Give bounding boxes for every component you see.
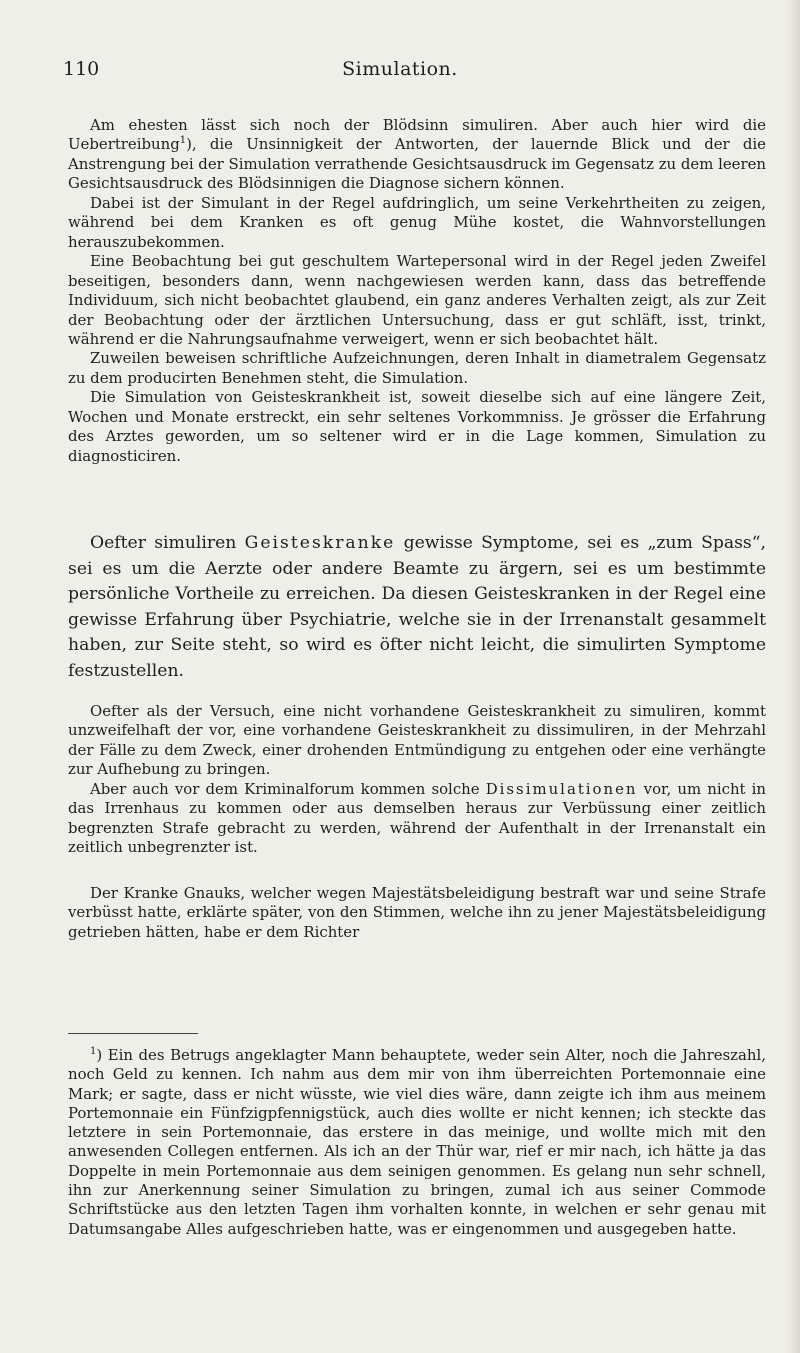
paragraph: Oefter als der Versuch, eine nicht vorhandene Geisteskrankheit zu simuliren, kommt unzweifelhaft der vor, eine vorhandene Geisteskrankheit zu dissimuliren, in der Mehrzahl der Fälle zu dem Zweck, einer drohenden Entmündigung zu entgehen oder eine verhängte zur Aufhebung zu bringen. [68, 702, 766, 779]
footnote-reference: 1 [179, 135, 187, 147]
page-header [0, 58, 800, 82]
footnote-paragraph: $^1$) Ein des Betrugs angeklagter Mann behauptete, weder sein Alter, noch die Jahreszahl, noch Geld zu kennen. Ich nahm aus dem mir von ihm überreichten Portemonnaie eine Mark; er sagte, dass er nicht wüsste, wie viel dies wäre, dann zeigte ich ihm aus meinem Portemonnaie ein Fünfzigpfennigstück, auch dies wollte er nicht kennen; ich steckte das letztere in sein Portemonnaie, das erstere in das meinige, und wollte mich mit den anwesenden Collegen entfernen. Als ich an der Thür war, rief er mir nach, ich hätte ja das Doppelte in mein Portemonnaie aus dem seinigen genommen. Es gelang nun sehr schnell, ihn zur Anerkennung seiner Simulation zu bringen, zumal ich aus seiner Commode Schriftstücke aus den letzten Tagen ihm vorhalten konnte, in welchen er sehr genau mit Datumsangabe Alles aufgeschrieben hatte, was er eingenommen und ausgegeben hatte. [68, 1046, 766, 1238]
footnote [68, 1046, 766, 1239]
section-gnauks [68, 884, 766, 942]
page-number: 110 [63, 58, 100, 80]
paragraph: Dabei ist der Simulant in der Regel aufdringlich, um seine Verkehrtheiten zu zeigen, während bei dem Kranken es oft genug Mühe kostet, die Wahnvorstellungen herauszubekommen. [68, 193, 766, 251]
paragraph: Oefter simuliren Geisteskranke gewisse Symptome, sei es „zum Spass“, sei es um die Aerzte oder andere Beamte zu ärgern, sei es um bestimmte persönliche Vortheile zu erreichen. Da diesen Geisteskranken in der Regel eine gewisse Erfahrung über Psychiatrie, welche sie in der Irrenanstalt gesammelt haben, zur Seite steht, so wird es öfter nicht leicht, die simulirten Symptome festzustellen. [68, 533, 766, 681]
page-edge-shadow [786, 0, 800, 1353]
footnote-marker: 1 [90, 1046, 97, 1058]
emphasis-spaced: Dissimulationen [485, 779, 638, 798]
footnote-separator [68, 1033, 198, 1034]
paragraph: Der Kranke Gnauks, welcher wegen Majestätsbeleidigung bestraft war und seine Strafe verbüsst hatte, erklärte später, von den Stimmen, welche ihn zu jener Majestätsbeleidigung getrieben hätten, habe er dem Richter [68, 884, 766, 941]
section-geisteskranke [68, 531, 766, 685]
running-title: Simulation. [342, 58, 458, 80]
emphasis-spaced: Geisteskranke [244, 533, 396, 553]
paragraph: Zuweilen beweisen schriftliche Aufzeichnungen, deren Inhalt in diametralem Gegensatz zu dem producirten Benehmen steht, die Simulation. [68, 349, 766, 387]
paragraph: Am ehesten lässt sich noch der Blödsinn simuliren. Aber auch hier wird die Uebertreibung$^1$), die Unsinnigkeit der Antworten, der lauernde Blick und der die Anstrengung bei der Simulation verrathende Gesichtsausdruck im Gegensatz zu dem leeren Gesichtsausdruck des Blödsinnigen die Diagnose sichern können. [68, 116, 766, 193]
section-blodsinn [68, 116, 766, 466]
section-dissimulation [68, 702, 766, 858]
paragraph: Aber auch vor dem Kriminalforum kommen solche Dissimulationen vor, um nicht in das Irrenhaus zu kommen oder aus demselben heraus zur Verbüssung einer zeitlich begrenzten Strafe gebracht zu werden, während der Aufenthalt in der Irrenanstalt ein zeitlich unbegrenzter ist. [68, 779, 767, 857]
paragraph: Die Simulation von Geisteskrankheit ist, soweit dieselbe sich auf eine längere Zeit, Wochen und Monate erstreckt, ein sehr seltenes Vorkommniss. Je grösser die Erfahrung des Arztes geworden, um so seltener wird er in die Lage kommen, Simulation zu diagnosticiren. [68, 388, 766, 465]
paragraph: Eine Beobachtung bei gut geschultem Wartepersonal wird in der Regel jeden Zweifel beseitigen, besonders dann, wenn nachgewiesen werden kann, dass das betreffende Individuum, sich nicht beobachtet glaubend, ein ganz anderes Verhalten zeigt, als zur Zeit der Beobachtung oder der ärztlichen Untersuchung, dass er gut schläft, isst, trinkt, während er die Nahrungsaufnahme verweigert, wenn er sich beobachtet hält. [68, 252, 766, 348]
